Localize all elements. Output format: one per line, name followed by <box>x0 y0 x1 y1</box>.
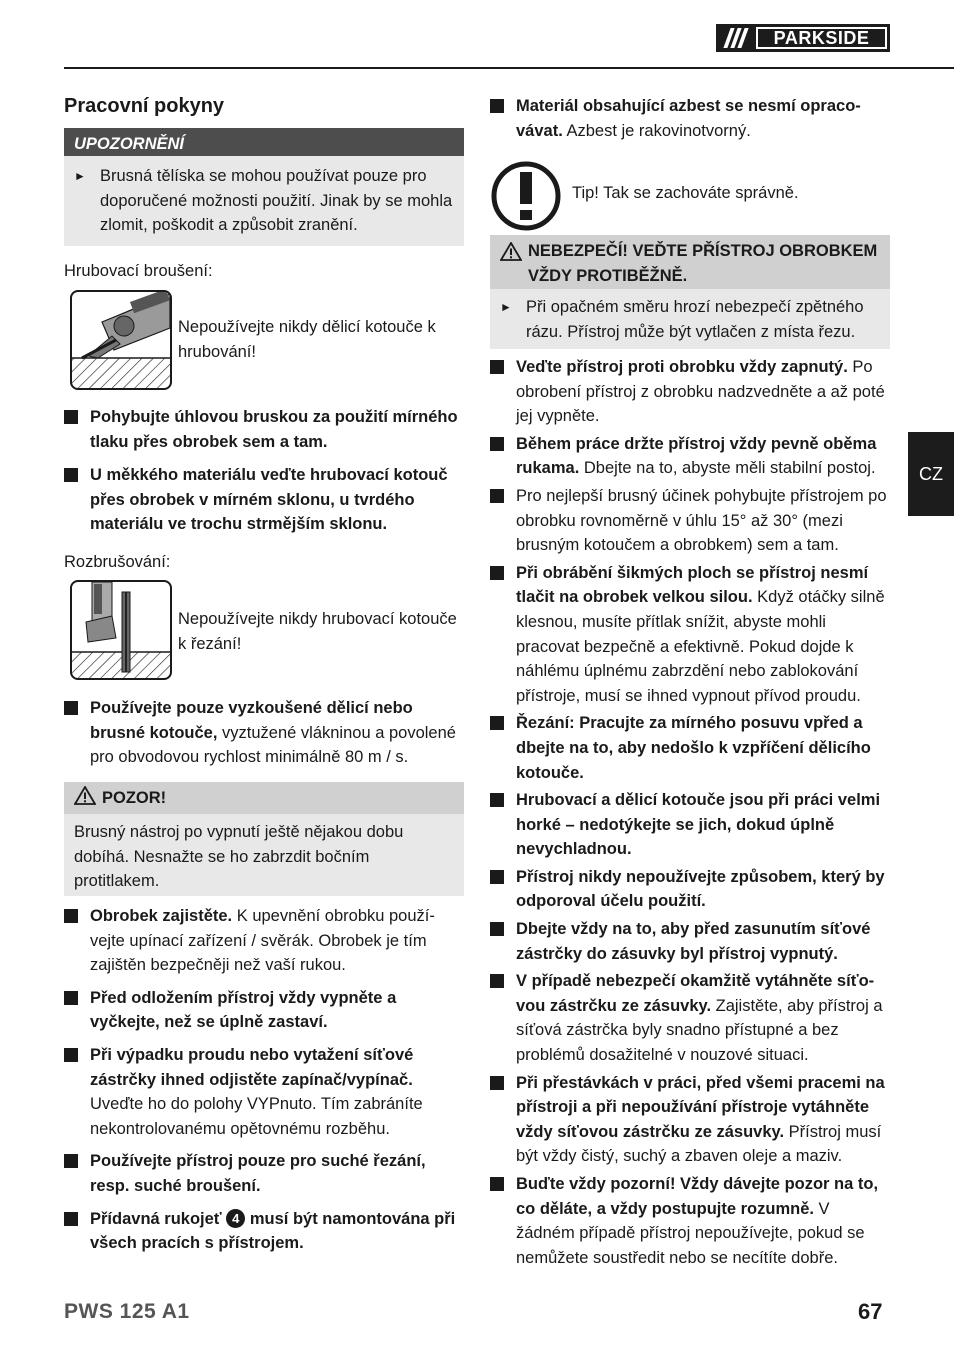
grinder-cutting-icon <box>72 582 170 678</box>
bullet-bold: Používejte pouze vyzkoušené dělicí nebo brusné kotouče, <box>90 699 413 742</box>
bullet-normal: Zajistěte, aby přístroj a síťová zástrčka byly snadno přístupné a bez problémů dosažitelné v nouzové situaci. <box>516 996 883 1065</box>
language-tab: CZ <box>908 432 954 516</box>
bullet-item <box>64 986 464 1035</box>
bullet-item <box>490 788 890 862</box>
asbest-item <box>490 94 890 143</box>
hrubovaci-heading: Hrubovací broušení: <box>64 262 213 280</box>
bullet-text: U měkkého materiálu veďte hrubovací kotouč přes obrobek v mírném sklonu, u tvrdého materiálu ve trochu strmějším sklonu. <box>90 466 448 534</box>
pozor-header <box>64 782 464 814</box>
square-bullet-icon <box>64 1212 78 1226</box>
bullet-item <box>64 1207 464 1256</box>
bullet-item <box>490 484 890 558</box>
square-bullet-icon <box>64 1048 78 1062</box>
bullet-bold: Materiál obsahující azbest se nesmí opraco-vávat. <box>516 97 861 140</box>
bullet-b <box>64 696 464 770</box>
square-bullet-icon <box>490 922 504 936</box>
parkside-logo <box>716 24 890 52</box>
logo-slashes-icon <box>716 24 756 52</box>
nebezpeci-label: NEBEZPEČÍ! VEĎTE PŘÍSTROJ OBROBKEM VŽDY PROTIBĚŽNĚ. <box>528 242 878 285</box>
bullet-text <box>516 484 890 558</box>
bullet-normal: Po obrobení přístroj z obrobku nadzvedněte a až poté jej vypněte. <box>516 358 885 426</box>
bullet-item <box>490 94 890 143</box>
bullet-bold: Přídavná rukojeť <box>90 1209 222 1228</box>
part-number-badge: 4 <box>226 1209 245 1228</box>
bullet-item <box>490 432 890 481</box>
square-bullet-icon <box>490 99 504 113</box>
bullet-item <box>64 1149 464 1198</box>
bullet-text <box>516 1172 890 1270</box>
section-title: Pracovní pokyny <box>64 95 225 117</box>
square-bullet-icon <box>490 360 504 374</box>
fig2-caption: Nepoužívejte nikdy hrubovací kotouče k řezání! <box>178 610 457 653</box>
square-bullet-icon <box>490 489 504 503</box>
logo-wordmark: PARKSIDE <box>756 27 887 49</box>
square-bullet-icon <box>490 1076 504 1090</box>
bullet-bold: Obrobek zajistěte. <box>90 907 233 925</box>
bullet-list-a <box>64 405 464 537</box>
grinding-figure <box>70 290 172 390</box>
bullet-item <box>490 1172 890 1270</box>
nebezpeci-text: Při opačném směru hrozí nebezpečí zpětného rázu. Přístroj může být vytlačen z místa řezu. <box>526 298 864 341</box>
bullet-bold: Řezání: Pracujte za mírného posuvu vpřed a dbejte na to, aby nedošlo k vzpříčení dělicího kotouče. <box>516 714 871 782</box>
bullet-item <box>490 969 890 1067</box>
bullet-text: Používejte přístroj pouze pro suché řezání, resp. suché broušení. <box>90 1152 426 1195</box>
bullet-item <box>64 696 464 770</box>
bullet-text <box>90 696 464 770</box>
bullet-list-right <box>490 355 890 1270</box>
bullet-bold: Při přestávkách v práci, před všemi pracemi na přístroji a při nepoužívání přístroje vytáhněte vždy síťovou zástrčku ze zásuvky. <box>516 1073 885 1141</box>
upozorneni-text: Brusná tělíska se mohou používat pouze pro doporučené možnosti použití. Jinak by se mohla zlomit, poškodit a způsobit zranění. <box>100 167 453 235</box>
square-bullet-icon <box>64 701 78 715</box>
bullet-bold: Buďte vždy pozorní! Vždy dávejte pozor na to, co děláte, a vždy postupujte rozumně. <box>516 1175 879 1218</box>
bullet-item <box>64 405 464 454</box>
bullet-bold: Při obrábění šikmých ploch se přístroj nesmí tlačit na obrobek velkou silou. <box>516 563 869 607</box>
bullet-text: Pohybujte úhlovou bruskou za použití mírného tlaku přes obrobek sem a tam. <box>90 408 458 451</box>
square-bullet-icon <box>490 870 504 884</box>
square-bullet-icon <box>490 566 504 580</box>
bullet-text <box>516 788 890 862</box>
bullet-text <box>90 904 464 978</box>
bullet-normal: V žádném případě přístroj nepoužívejte, pokud se nemůžete soustředit nebo se necítíte dobře. <box>516 1199 865 1267</box>
square-bullet-icon <box>64 991 78 1005</box>
bullet-list-c <box>64 904 464 1256</box>
bullet-normal: Pro nejlepší brusný účinek pohybujte přístrojem po obrobku rovnoměrně v úhlu 15° až 30° (mezi brusným kotoučem a obrobkem) sem a tam. <box>516 486 887 555</box>
bullet-normal: vyztužené vlákninou a povolené pro obvodovou rychlost minimálně 80 m / s. <box>90 723 456 767</box>
bullet-text <box>516 355 890 429</box>
bullet-normal: K upevnění obrobku použí-vejte upínací zařízení / svěrák. Obrobek je tím zajištěn bezpečněji než vaší rukou. <box>90 907 435 975</box>
tip-text: Tip! Tak se zachováte správně. <box>572 184 799 202</box>
arrow-bullet-icon: ► <box>500 300 512 314</box>
bullet-item <box>490 355 890 429</box>
square-bullet-icon <box>490 974 504 988</box>
bullet-text <box>516 711 890 785</box>
rozbrus-heading: Rozbrušování: <box>64 553 171 571</box>
bullet-text <box>516 1071 890 1169</box>
bullet-bold: Veďte přístroj proti obrobku vždy zapnutý. <box>516 358 848 376</box>
nebezpeci-item <box>500 295 880 344</box>
square-bullet-icon <box>490 437 504 451</box>
nebezpeci-header <box>490 235 890 289</box>
nebezpeci-box <box>490 289 890 349</box>
footer-model: PWS 125 A1 <box>64 1300 190 1323</box>
bullet-item <box>490 561 890 709</box>
upozorneni-item <box>74 164 454 238</box>
bullet-text <box>516 865 890 914</box>
bullet-normal: Přístroj musí být vždy čistý, suchý a zbaven oleje a maziv. <box>516 1122 882 1166</box>
bullet-normal: Když otáčky silně klesnou, musíte přítlak snížit, abyste mohli pracovat bezpečně a efektivně. Pokud dojde k náhlému úplnému zabrzdění nebo zablokování přístroje, musí se ihned vypnout přívod proudu. <box>516 588 885 705</box>
pozor-label: POZOR! <box>102 789 167 807</box>
bullet-item <box>490 1071 890 1169</box>
square-bullet-icon <box>64 1154 78 1168</box>
tip-exclamation-icon <box>490 160 562 232</box>
bullet-normal: Uveďte ho do polohy VYPnuto. Tím zabráníte nekontrolovanému opětovnému rozběhu. <box>90 1095 423 1138</box>
page-number: 67 <box>858 1299 883 1324</box>
bullet-normal: Dbejte na to, abyste měli stabilní postoj. <box>579 459 876 478</box>
fig1-caption: Nepoužívejte nikdy dělicí kotouče k hrubování! <box>178 318 436 361</box>
upozorneni-header: UPOZORNĚNÍ <box>64 128 464 156</box>
pozor-box <box>64 814 464 896</box>
warning-triangle-icon <box>74 786 96 805</box>
bullet-bold: Přístroj nikdy nepoužívejte způsobem, který by odporoval účelu použití. <box>516 867 885 911</box>
bullet-text <box>516 432 890 481</box>
upozorneni-box <box>64 156 464 246</box>
bullet-item <box>64 463 464 537</box>
square-bullet-icon <box>64 468 78 482</box>
warning-triangle-icon <box>500 242 522 261</box>
bullet-bold: Během práce držte přístroj vždy pevně oběma rukama. <box>516 434 877 478</box>
square-bullet-icon <box>490 1177 504 1191</box>
bullet-text <box>516 94 890 143</box>
bullet-bold: Dbejte vždy na to, aby před zasunutím síťové zástrčky do zásuvky byl přístroj vypnutý. <box>516 920 871 963</box>
bullet-text <box>516 917 890 966</box>
bullet-item <box>64 904 464 978</box>
header-rule <box>64 67 954 69</box>
arrow-bullet-icon: ► <box>74 169 86 183</box>
bullet-bold: musí být namontována při všech pracích s přístrojem. <box>90 1209 456 1253</box>
bullet-text <box>90 1207 464 1256</box>
bullet-item <box>490 865 890 914</box>
bullet-bold: Hrubovací a dělicí kotouče jsou při práci velmi horké – nedotýkejte se jich, dokud úplně nevychladnou. <box>516 791 881 859</box>
bullet-bold: V případě nebezpečí okamžitě vytáhněte síťo-vou zástrčku ze zásuvky. <box>516 972 875 1015</box>
bullet-normal: Azbest je rakovinotvorný. <box>562 121 751 140</box>
square-bullet-icon <box>490 716 504 730</box>
bullet-text <box>516 561 890 709</box>
bullet-text <box>90 1043 464 1141</box>
bullet-text: Před odložením přístroj vždy vypněte a vyčkejte, než se úplně zastaví. <box>90 988 397 1032</box>
bullet-item <box>490 917 890 966</box>
bullet-item <box>64 1043 464 1141</box>
pozor-text: Brusný nástroj po vypnutí ještě nějakou dobu dobíhá. Nesnažte se ho zabrzdit bočním protitlakem. <box>74 823 404 891</box>
bullet-bold: Při výpadku proudu nebo vytažení síťové zástrčky ihned odjistěte zapínač/vypínač. <box>90 1045 414 1089</box>
bullet-text <box>516 969 890 1067</box>
cutting-figure <box>70 580 172 680</box>
square-bullet-icon <box>64 909 78 923</box>
grinder-roughing-icon <box>72 292 170 388</box>
bullet-item <box>490 711 890 785</box>
square-bullet-icon <box>490 793 504 807</box>
square-bullet-icon <box>64 410 78 424</box>
